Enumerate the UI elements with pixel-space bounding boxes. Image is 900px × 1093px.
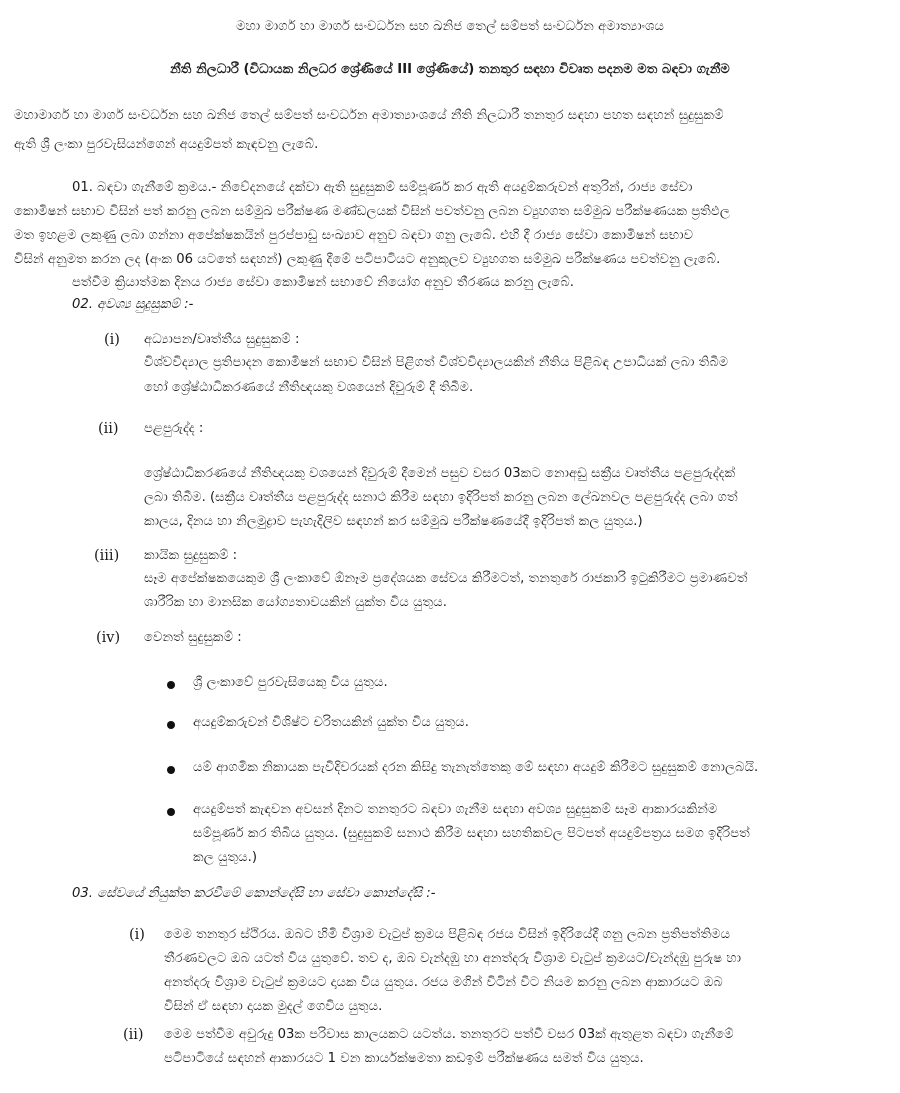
section-1-line: පත්වීම ක්‍රියාත්මක දිනය රාජ්‍ය සේවා කොමිෂන් සභාවේ නියෝග අනුව තීරණය කරනු ලැබේ. [72, 275, 574, 290]
item-title: පළපුරුද්ද : [144, 421, 204, 436]
bullet-item: අයදුම්කරුවන් විශිෂ්ට චරිතයකින් යුක්ත විය යුතුය. [193, 715, 469, 730]
item-line: ලබා තිබීම. (සක්‍රීය වෘත්තීය පළපුරුද්ද සනාථ කිරීම සඳහා ඉදිරිපත් කරනු ලබන ලේඛනවල පළපුරුද්ද ලබා ගත් [144, 490, 738, 505]
intro-line-1: මහාමාර්ග හා මාර්ග සංවර්ධන සහ ඛනිජ තෙල් සම්පත් සංවර්ධන අමාත්‍යාංශයේ නීති නිලධාරී තනතුර සඳහා පහත සඳහන් සුදුසුකම් [14, 108, 724, 123]
item-number: (i) [129, 927, 145, 943]
item-line: මෙම තනතුර ස්ථිරය. ඔබට හිමි විශ්‍රාම වැටුප් ක්‍රමය පිළිබඳ රජය විසින් ඉදිරියේදී ගනු ලබන ප්‍රතිපත්තිමය [164, 927, 731, 942]
item-title: කායික සුදුසුකම් : [144, 548, 238, 563]
bullet-item: අයදුම්පත් කැඳවන අවසන් දිනට තනතුරට බඳවා ගැනීම සඳහා අවශ්‍ය සුදුසුකම් සෑම ආකාරයකින්ම [193, 802, 718, 817]
section-3-heading: 03. සේවයේ නියුක්ත කරවීමේ කොන්දේසි හා සේවා කොන්දේසි :- [72, 886, 436, 901]
bullet-icon [167, 681, 175, 689]
item-title: අධ්‍යාපන/වෘත්තීය සුදුසුකම් : [144, 332, 300, 347]
intro-line-2: ඇති ශ්‍රී ලංකා පුරවැසියන්ගෙන් අයදුම්පත් කැඳවනු ලැබේ. [14, 137, 319, 152]
item-line: ශ්‍රේෂ්ඨාධිකරණයේ නීතිඥයකු වශයෙන් දිවුරුම් දීමෙන් පසුව වසර 03කට නොඅඩු සක්‍රීය වෘත්තීය පළපුරුද්දක් [144, 466, 736, 481]
item-line: හෝ ශ්‍රේෂ්ඨාධිකරණයේ නීතිඥයකු වශයෙන් දිවුරුම් දී තිබීම. [144, 380, 474, 395]
item-line: මෙම පත්වීම අවුරුදු 03ක පරිවාස කාලයකට යටත්ය. තනතුරට පත්වී වසර 03ක් ඇතුළත බඳවා ගැනීමේ [164, 1027, 734, 1042]
item-line: පටිපාටියේ සඳහන් ආකාරයට 1 වන කාර්යක්ෂමතා කඩඉම් පරීක්ෂණය සමත් විය යුතුය. [164, 1051, 644, 1066]
item-number: (iii) [94, 548, 120, 564]
bullet-item-continuation: සම්පූර්ණ කර තිබිය යුතුය. (සුදුසුකම් සනාථ කිරීම සඳහා සහතිකවල පිටපත් අයදුම්පත්‍රය සමග ඉදිරිපත් [193, 826, 750, 841]
item-number: (ii) [98, 421, 119, 437]
section-1-line: විසින් අනුමත කරන ලද (අංක 06 යටතේ සඳහන්) ලකුණු දීමේ පටිපාටියට අනුකූලව ව්‍යුහගත සම්මුඛ පරීක්ෂණය පවත්වනු ලැබේ. [14, 252, 721, 267]
bullet-icon [167, 766, 175, 774]
item-title: වෙනත් සුදුසුකම් : [144, 630, 242, 645]
item-number: (iv) [96, 630, 121, 646]
item-line: ශාරීරික හා මානසික යෝග්‍යතාවයකින් යුක්ත විය යුතුය. [144, 595, 447, 610]
item-line: සෑම අපේක්ෂකයෙකුම ශ්‍රී ලංකාවේ ඕනෑම ප්‍රදේශයක සේවය කිරීමටත්, තනතුරේ රාජකාරි ඉටුකිරීමට ප්‍රමාණවත් [144, 571, 748, 586]
item-line: තීරණවලට ඔබ යටත් විය යුතුවේ. තව ද, ඔබ වැන්දඹු හා අනත්දරු විශ්‍රාම වැටුප් ක්‍රමයට/වැන්දඹු පුරුෂ හා [164, 951, 742, 966]
document-title: නීති නිලධාරී (විධායක නිලධර ශ්‍රේණියේ III ශ්‍රේණියේ) තනතුර සඳහා විවෘත පදනම මත බඳවා ගැනීම [170, 62, 730, 77]
section-1-line: කොමිෂන් සභාව විසින් පත් කරනු ලබන සම්මුඛ පරීක්ෂණ මණ්ඩලයක් විසින් පවත්වනු ලබන ව්‍යුහගත සම්මුඛ පරීක්ෂණයක ප්‍රතිඵල [14, 204, 730, 219]
section-1-line: මත ඉහළම ලකුණු ලබා ගන්නා අපේක්ෂකයින් පුරප්පාඩු සංඛ්‍යාව අනුව බඳවා ගනු ලැබේ. එහි දී රාජ්‍ය සේවා කොමිෂන් සභාව [14, 228, 694, 243]
bullet-item-continuation: කල යුතුය.) [193, 850, 257, 865]
bullet-item: ශ්‍රී ලංකාවේ පුරවැසියෙකු විය යුතුය. [193, 675, 388, 690]
bullet-icon [167, 808, 175, 816]
item-line: විශ්වවිද්‍යාල ප්‍රතිපාදන කොමිෂන් සභාව විසින් පිළිගත් විශ්වවිද්‍යාලයකින් නීතිය පිළිබඳ උපාධියක් ලබා තිබීම [144, 355, 729, 370]
item-number: (i) [104, 332, 120, 348]
section-2-heading: 02. අවශ්‍ය සුදුසුකම් :- [72, 297, 194, 312]
item-number: (ii) [123, 1027, 144, 1043]
item-line: අනත්දරු විශ්‍රාම වැටුප් ක්‍රමයට දායක විය යුතුය. රජය මගින් විටින් විට නියම කරනු ලබන ආකාරයට ඔබ [164, 975, 723, 990]
bullet-icon [167, 721, 175, 729]
ministry-name: මහා මාර්ග හා මාර්ග සංවර්ධන සහ ඛනිජ තෙල් සම්පත් සංවර්ධන අමාත්‍යාංශය [236, 19, 664, 34]
bullet-item: යම් ආගමික නිකායක පැවිදිවරයක් දරන කිසිදු තැනැත්තෙකු මේ සඳහා අයදුම් කිරීමට සුදුසුකම් නොලබයි. [193, 760, 759, 775]
item-line: විසින් ඒ සඳහා දායක මුදල් ගෙවිය යුතුය. [164, 999, 383, 1014]
item-line: කාලය, දිනය හා නිලමුද්‍රාව පැහැදිලිව සඳහන් කර සම්මුඛ පරීක්ෂණයේදී ඉදිරිපත් කල යුතුය.) [144, 514, 643, 529]
section-1-line: 01. බඳවා ගැනීමේ ක්‍රමය.- නිවේදනයේ දක්වා ඇති සුදුසුකම් සම්පූර්ණ කර ඇති අයදුම්කරුවන් අතුරින්, රාජ්‍ය සේවා [72, 180, 693, 195]
